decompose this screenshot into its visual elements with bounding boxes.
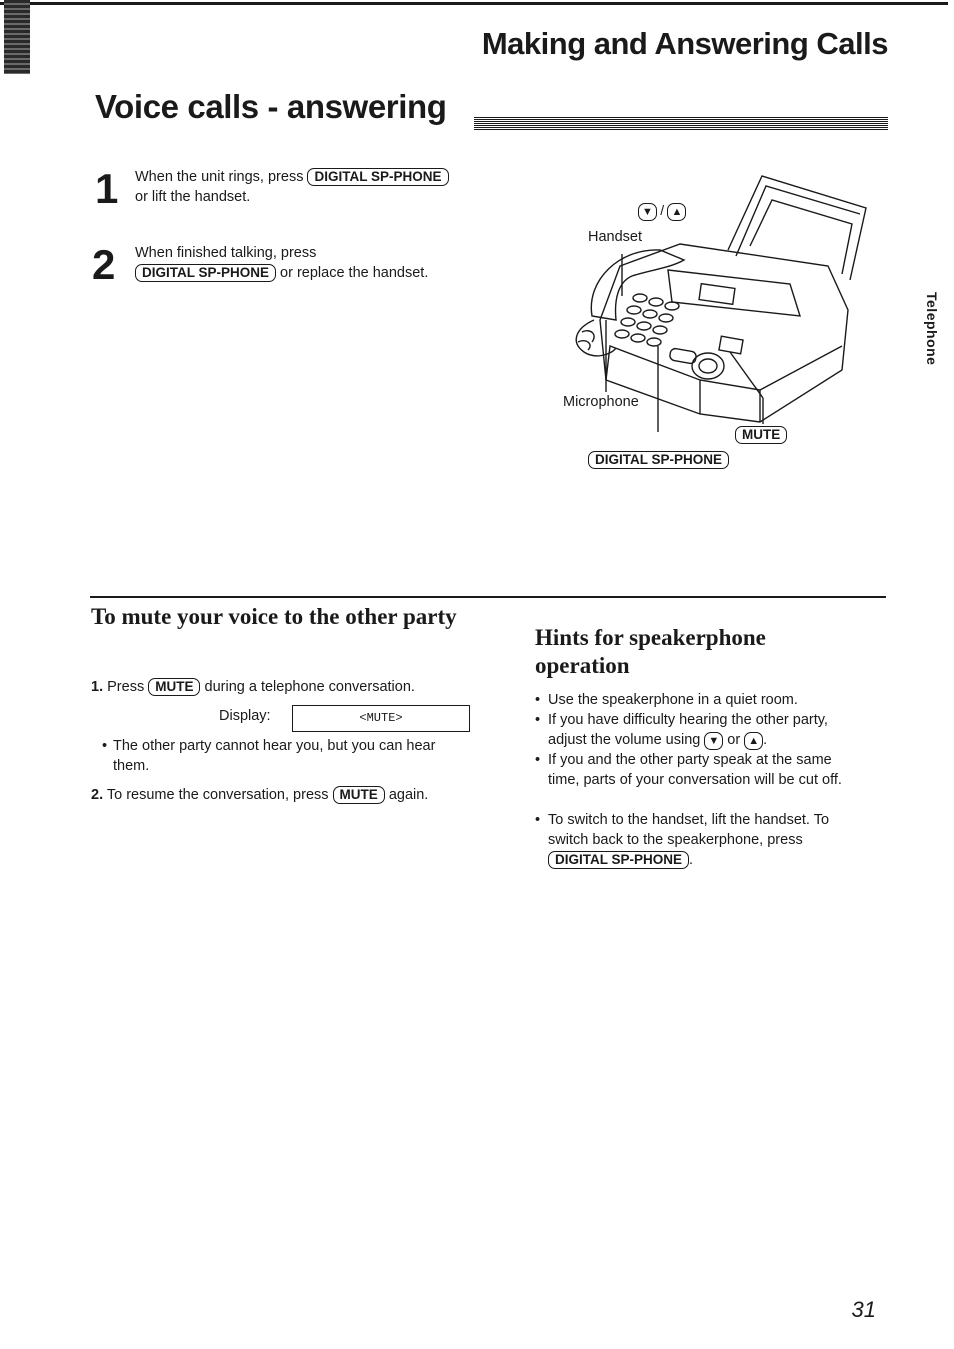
volume-keys-separator: / (660, 202, 665, 218)
speaker-icon (692, 353, 724, 379)
hint-text: If you have difficulty hearing the other party, adjust the volume using (548, 712, 828, 748)
volume-up-key: ▲ (667, 203, 686, 221)
step-2-number: 2 (92, 241, 116, 288)
mute-section-heading: To mute your voice to the other party (91, 604, 457, 629)
mute-item-2-before: To resume the conversation, press (106, 787, 329, 803)
top-rule (0, 2, 948, 5)
digital-sp-phone-key: DIGITAL SP-PHONE (307, 168, 448, 186)
mute-item-1 (91, 677, 491, 697)
volume-up-key: ▲ (744, 732, 763, 750)
hint-text: To switch to the handset, lift the handset. To switch back to the speakerphone, press (548, 812, 830, 848)
keypad-icon (615, 294, 679, 346)
bullet-dot: • (102, 738, 108, 754)
mute-bullet (102, 736, 468, 776)
mute-key: MUTE (148, 678, 200, 696)
hint-bullet-1 (535, 690, 868, 710)
step-1-before: When the unit rings, press (135, 169, 304, 185)
mute-item-1-after: during a telephone conversation. (204, 679, 415, 695)
volume-keys-label (638, 202, 686, 221)
display-label: Display: (219, 708, 271, 724)
page-title: Voice calls - answering (95, 88, 447, 125)
mute-bullet-text: The other party cannot hear you, but you can hear them. (113, 738, 436, 774)
mute-item-1-before: Press (107, 679, 145, 695)
bullet-dot: • (535, 692, 541, 708)
page-edge-marker (4, 0, 30, 74)
digital-sp-phone-key: DIGITAL SP-PHONE (135, 264, 276, 282)
hint-bullet-4 (535, 810, 868, 870)
mute-item-1-number: 1. (91, 679, 104, 695)
step-1-after: or lift the handset. (135, 189, 251, 205)
digital-sp-phone-key: DIGITAL SP-PHONE (588, 451, 729, 469)
volume-down-key: ▼ (638, 203, 657, 221)
fax-machine-illustration (560, 170, 870, 432)
bullet-dot: • (535, 712, 541, 728)
figure-mute-key (735, 426, 787, 444)
mute-item-2-after: again. (388, 787, 429, 803)
page-number: 31 (851, 1297, 876, 1322)
section-divider (90, 596, 886, 598)
mute-item-2 (91, 785, 491, 805)
hints-section-heading: Hints for speakerphone operation (535, 625, 766, 678)
hint-or: or (727, 732, 741, 748)
hint-bullet-2: • If you have difficulty hearing the other party, adjust the volume using ▼ or ▲ . (535, 712, 828, 748)
figure-digital-key (588, 451, 729, 469)
mute-item-2-number: 2. (91, 787, 104, 803)
bullet-dot: • (535, 812, 541, 828)
hint-bullet-3 (535, 750, 866, 790)
handset-label: Handset (588, 229, 643, 245)
bullet-dot: • (535, 752, 541, 768)
step-2-after: or replace the handset. (280, 265, 429, 281)
lcd-display-icon (699, 284, 735, 305)
display-readout: <MUTE> (292, 705, 470, 732)
title-rule (474, 117, 888, 130)
step-2-text (135, 243, 515, 283)
section-title: Making and Answering Calls (481, 26, 888, 61)
volume-down-key: ▼ (704, 732, 723, 750)
microphone-label: Microphone (563, 394, 639, 410)
mute-key: MUTE (735, 426, 787, 444)
hint-text: Use the speakerphone in a quiet room. (548, 692, 798, 708)
step-2-before: When finished talking, press (135, 245, 317, 261)
mute-key: MUTE (333, 786, 385, 804)
side-tab-label: Telephone (924, 292, 940, 366)
step-1-text (135, 167, 515, 207)
digital-sp-phone-key: DIGITAL SP-PHONE (548, 851, 689, 869)
hint-period: . (689, 852, 694, 868)
hint-text: If you and the other party speak at the same time, parts of your conversation will be cut off. (548, 752, 842, 788)
step-1-number: 1 (95, 165, 119, 212)
